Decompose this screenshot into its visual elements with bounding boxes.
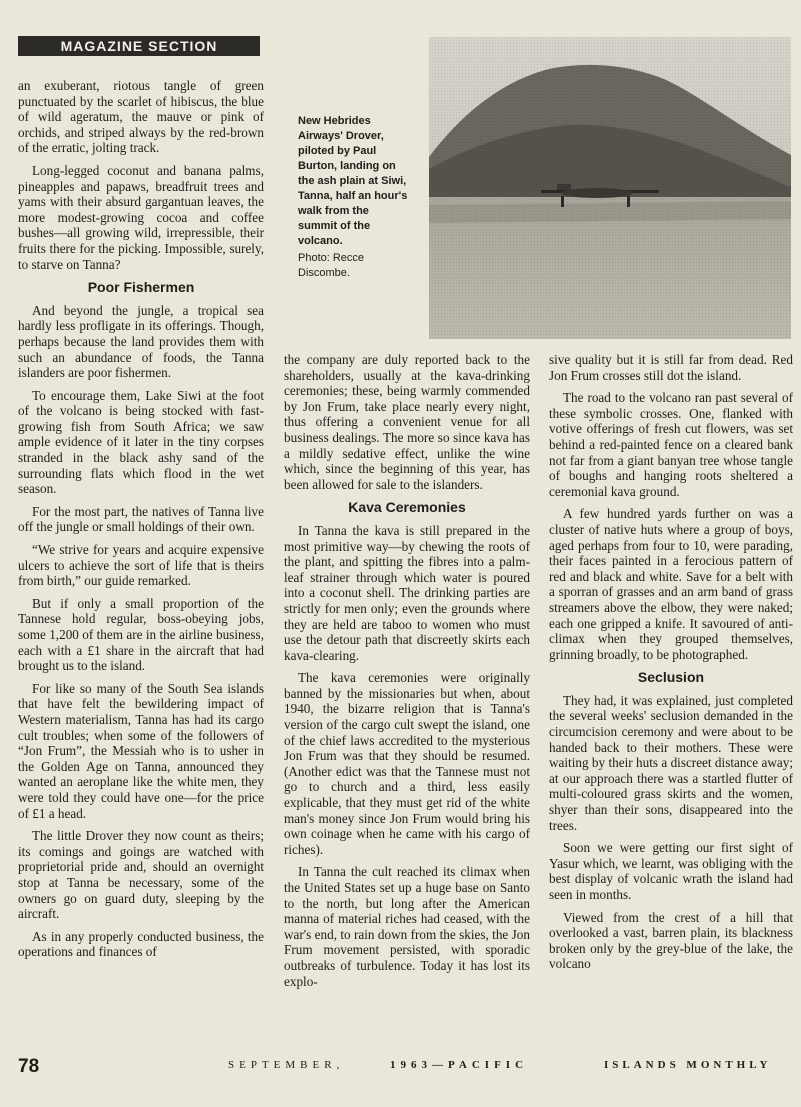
paragraph: To encourage them, Lake Siwi at the foot of the volcano is being stocked with fast-growing fish from South Africa; we saw ample evidence of it later in the tiny corpses stranded in the black ashy sand of the surrounding flats which flood in the wet season.: [18, 387, 264, 497]
page-footer: [18, 1052, 793, 1078]
paragraph: The little Drover they now count as theirs; its comings and goings are watched with proprietorial pride and, should an overnight stop at Tanna be necessary, some of the owners go on guard duty, sleeping by the aircraft.: [18, 828, 264, 922]
paragraph: Long-legged coconut and banana palms, pineapples and papaws, breadfruit trees and yams with their absurd gargantuan leaves, the more modest-growing cocoa and coffee bushes—all growing wild, irrepressible, their fruits there for the picking. Impossible, surely, to starve on Tanna?: [18, 162, 264, 272]
paragraph: And beyond the jungle, a tropical sea hardly less profligate in its offerings. Though, perhaps because the land provides them with such an abundance of foods, the Tanna islanders are poor fishermen.: [18, 302, 264, 381]
paragraph: As in any properly conducted business, the operations and finances of: [18, 928, 264, 960]
photo-credit: Photo: Recce Discombe.: [298, 252, 365, 279]
paragraph: Soon we were getting our first sight of Yasur which, we learnt, was obliging with the best display of volcanic wrath the island had seen in months.: [549, 840, 793, 902]
publication-name: ISLANDS MONTHLY: [604, 1059, 772, 1071]
subheading-seclusion: Seclusion: [637, 669, 705, 686]
photo-caption: [298, 114, 410, 281]
section-banner: [18, 36, 260, 56]
subheading-poor-fishermen: Poor Fishermen: [87, 279, 195, 296]
paragraph: an exuberant, riotous tangle of green punctuated by the scarlet of hibiscus, the blue of wild ageratum, the mauve or pink of orchids, and striped always by the red-brown of the erratic, jolting track.: [18, 78, 264, 156]
paragraph: In Tanna the kava is still prepared in the most primitive way—by chewing the roots of the plant, and spitting the fibres into a palm-leaf strainer through which water is poured into a coconut shell. The drinking parties are strictly for men only; even the grounds where they are held are taboo to women who must use the detour path that discreetly skirts each kava-clearing.: [284, 522, 530, 663]
paragraph: In Tanna the cult reached its climax when the United States set up a huge base on Santo to the north, but long after the American manna of material riches had ceased, with the war's end, to rain down from the skies, the Jon Frum movement persisted, with sporadic outbreaks of turbulence. Today it has lost its explo-: [284, 864, 530, 989]
paragraph: A few hundred yards further on was a cluster of native huts where a group of boys, aged perhaps from four to 10, were parading, their faces painted in a ferocious pattern of red and black and white. Save for a belt with a sporran of grasses and an arm band of grass streamers above the elbow, they were naked; each one gripped a knife. It savoured of anti-climax when they grouped themselves, grinning broadly, to be photographed.: [549, 506, 793, 662]
issue-month: SEPTEMBER,: [228, 1059, 345, 1071]
text-column-3: [549, 352, 793, 979]
paragraph: Viewed from the crest of a hill that overlooked a vast, barren plain, its blackness broken only by the grey-blue of the lake, the volcano: [549, 909, 793, 972]
paragraph: But if only a small proportion of the Tannese hold regular, boss-obeying jobs, some 1,200 of them are in the airline business, each with a £1 share in the aircraft that had brought us to the island.: [18, 595, 264, 674]
caption-text: New Hebrides Airways' Drover, piloted by Paul Burton, landing on the ash plain at Siwi, Tanna, half an hour's walk from the summit of the volcano.: [298, 115, 408, 247]
subheading-kava-ceremonies: Kava Ceremonies: [348, 499, 466, 516]
paragraph: For the most part, the natives of Tanna live off the jungle or small holdings of their own.: [18, 503, 264, 535]
paragraph: They had, it was explained, just completed the several weeks' seclusion demanded in the circumcision ceremony and were about to be handed back to their mothers. These were waiting by their huts a discreet distance away; at our approach there was a startled flutter of multi-coloured grass skirts and the women, shyer than their sons, disappeared into the trees.: [549, 692, 793, 833]
section-label: MAGAZINE SECTION: [60, 38, 218, 54]
paragraph: sive quality but it is still far from dead. Red Jon Frum crosses still dot the island.: [549, 352, 793, 383]
paragraph: the company are duly reported back to the shareholders, usually at the kava-drinking ceremonies; these, being warmly commended by Jon Frum, take place nearly every night, thus offering a convenient venue for all business dealings. The more so since kava has a mildly sedative effect, unlike the wine which, since the beginning of this year, has been allowed for sale to the islanders.: [284, 352, 530, 492]
paragraph: The road to the volcano ran past several of these symbolic crosses. One, flanked with votive offerings of fresh cut flowers, was set behind a red-painted fence on a cleared bank not far from a giant banyan tree whose tangle of boughs and hanging roots sheltered a ceremonial kava ground.: [549, 390, 793, 499]
page-number: 78: [18, 1056, 40, 1077]
text-column-1: [18, 78, 264, 967]
text-column-2: [284, 352, 530, 996]
paragraph: For like so many of the South Sea islands that have felt the bewildering impact of Western materialism, Tanna has had its cargo cult troubles; when some of the followers of “Jon Frum”, the Messiah who is to usher in the Golden Age on Tanna, announced they wanted an aeroplane like the white men, they were told they could have one—for the price of £1 a head.: [18, 680, 264, 821]
issue-year: 1963—PACIFIC: [390, 1059, 529, 1071]
volcano-airplane-photo: [429, 37, 791, 339]
paragraph: The kava ceremonies were originally banned by the missionaries but when, about 1940, the bizarre religion that is Tanna's version of the cargo cult swept the island, one of the chief laws accredited to the mysterious Jon Frum was that they should be resumed. (Another edict was that the Tannese must not go to church and a third, less easily explicable, that they must get rid of the white man's money since Jon Frum would bring his own coinage when he came with his cargo of riches).: [284, 670, 530, 857]
paragraph: “We strive for years and acquire expensive ulcers to achieve the sort of life that is theirs from birth,” our guide remarked.: [18, 542, 264, 589]
